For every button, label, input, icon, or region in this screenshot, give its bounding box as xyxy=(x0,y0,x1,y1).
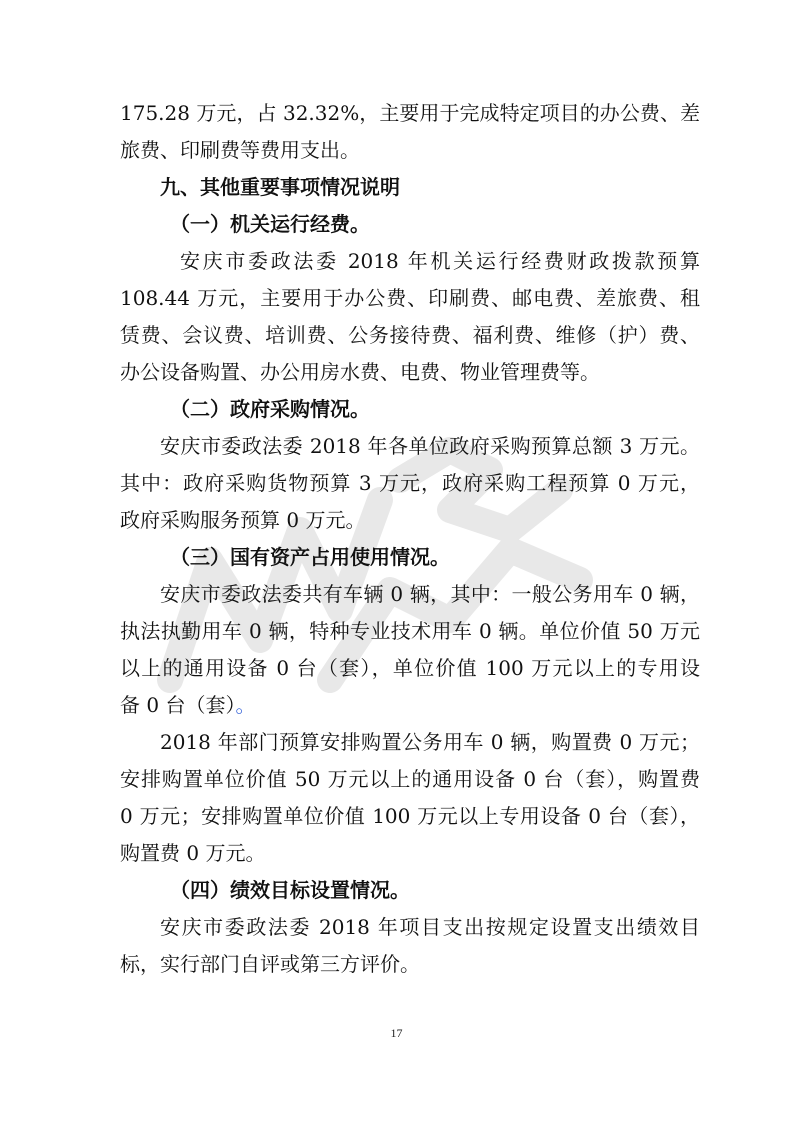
paragraph-line: 2018 年部门预算安排购置公务用车 0 辆，购置费 0 万元； xyxy=(160,730,700,754)
paragraph-line: 安排购置单位价值 50 万元以上的通用设备 0 台（套），购置费 xyxy=(120,767,700,791)
paragraph-line: 其中：政府采购货物预算 3 万元，政府采购工程预算 0 万元， xyxy=(120,471,700,495)
page-number: 17 xyxy=(390,1026,403,1040)
paragraph-line: 108.44 万元，主要用于办公费、印刷费、邮电费、差旅费、租 xyxy=(120,286,700,310)
paragraph-line xyxy=(120,687,700,724)
blue-period: 。 xyxy=(235,693,256,717)
paragraph-text: 备 0 台（套） xyxy=(120,693,236,717)
paragraph-line: 政府采购服务预算 0 万元。 xyxy=(120,508,366,532)
paragraph-line: 赁费、会议费、培训费、公务接待费、福利费、维修（护）费、 xyxy=(120,323,700,347)
paragraph-line: 安庆市委政法委 2018 年项目支出按规定设置支出绩效目 xyxy=(160,915,700,939)
subsection-heading-1: （一）机关运行经费。 xyxy=(170,212,370,236)
paragraph-line: 标，实行部门自评或第三方评价。 xyxy=(120,952,420,976)
paragraph-line: 0 万元；安排购置单位价值 100 万元以上专用设备 0 台（套）， xyxy=(120,804,700,828)
paragraph-line: 安庆市委政法委 2018 年各单位政府采购预算总额 3 万元。 xyxy=(160,434,700,458)
subsection-heading-3: （三）国有资产占用使用情况。 xyxy=(170,545,450,569)
subsection-heading-2: （二）政府采购情况。 xyxy=(170,397,370,421)
paragraph-line: 以上的通用设备 0 台（套），单位价值 100 万元以上的专用设 xyxy=(120,656,700,680)
document-body xyxy=(120,95,700,983)
paragraph-line: 175.28 万元，占 32.32%，主要用于完成特定项目的办公费、差 xyxy=(120,101,700,125)
paragraph-line: 执法执勤用车 0 辆，特种专业技术用车 0 辆。单位价值 50 万元 xyxy=(120,619,700,643)
paragraph-line: 安庆市委政法委 2018 年机关运行经费财政拨款预算 xyxy=(180,249,700,273)
section-heading-9: 九、其他重要事项情况说明 xyxy=(160,175,400,199)
subsection-heading-4: （四）绩效目标设置情况。 xyxy=(170,878,410,902)
paragraph-line: 购置费 0 万元。 xyxy=(120,841,266,865)
paragraph-line: 安庆市委政法委共有车辆 0 辆，其中：一般公务用车 0 辆， xyxy=(160,582,700,606)
paragraph-line: 办公设备购置、办公用房水费、电费、物业管理费等。 xyxy=(120,360,600,384)
paragraph-line: 旅费、印刷费等费用支出。 xyxy=(120,138,360,162)
